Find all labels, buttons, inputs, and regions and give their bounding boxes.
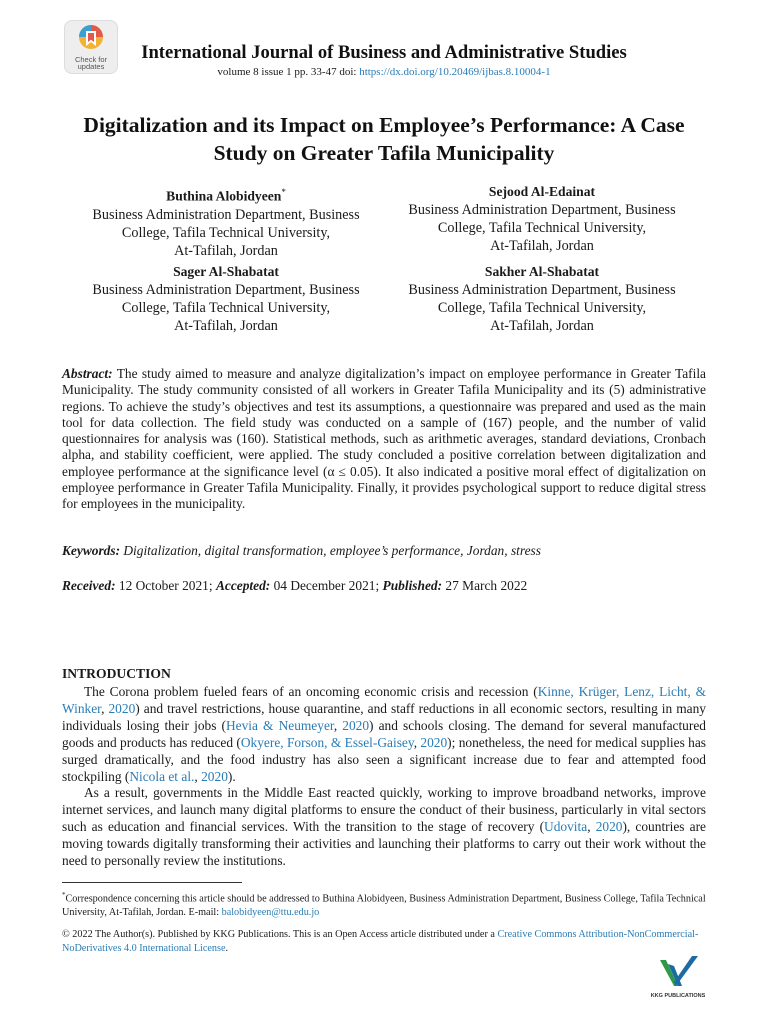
doi-link[interactable]: https://dx.doi.org/10.20469/ijbas.8.10004-1 <box>359 66 551 78</box>
author-affiliation: Business Administration Department, Business <box>92 282 360 298</box>
citation-link[interactable]: Kinne, Krüger, Lenz, Licht, & Winker <box>62 684 706 716</box>
license-notice: © 2022 The Author(s). Published by KKG Publications. This is an Open Access article distributed under a Creative Commons Attribution-NonCommercial-NoDerivatives 4.0 International License. <box>62 929 699 954</box>
author-affiliation: Business Administration Department, Business <box>408 282 676 298</box>
citation-link[interactable]: Okyere, Forson, & Essel-Gaisey <box>240 734 414 750</box>
citation-year-link[interactable]: 2020 <box>342 717 370 733</box>
section-heading-introduction: INTRODUCTION <box>62 666 171 681</box>
badge-line1: Check for <box>74 55 108 64</box>
author-name: Buthina Alobidyeen* <box>166 187 286 204</box>
keywords-text: Digitalization, digital transformation, employee’s performance, Jordan, stress <box>120 543 541 558</box>
author-affiliation: Business Administration Department, Business <box>408 202 676 218</box>
author-affiliation: At-Tafilah, Jordan <box>174 242 278 259</box>
published-date: 27 March 2022 <box>442 578 528 593</box>
citation-link[interactable]: Udovita <box>544 819 588 835</box>
author-block-3 <box>76 263 376 335</box>
check-for-updates-badge[interactable] <box>64 20 118 74</box>
footnote-mark: * <box>62 891 66 899</box>
intro-paragraph-2: As a result, governments in the Middle East reacted quickly, working to improve broadband networks, improve internet services, and launch many digital platforms to ensure the conduct of their business, particularly in vital sectors such as education and financial services. With the transition to the stage of recovery (Udovita, 2020), countries are moving towards digitally transforming their activities and launching their platforms to carry out their work without the need to personally review the institutions. <box>62 785 706 869</box>
published-label: Published: <box>382 578 443 593</box>
author-affiliation: Business Administration Department, Business <box>92 206 360 223</box>
intro-paragraph-1: The Corona problem fueled fears of an oncoming economic crisis and recession (Kinne, Krüger, Lenz, Licht, & Winker, 2020) and travel restrictions, house quarantine, and staff reductions in all economic sectors, resulting in many individuals losing their jobs (Hevia & Neumeyer, 2020) and schools closing. The demand for several manufactured goods and products has reduced (Okyere, Forson, & Essel-Gaisey, 2020); nonetheless, the need for medical supplies has surged dramatically, and the food industry has also seen a significant increase due to fear and attempted food stockpiling (Nicola et al., 2020). <box>62 684 707 784</box>
author-affiliation: College, Tafila Technical University, <box>121 224 331 241</box>
license-link[interactable]: Creative Commons Attribution-NonCommercial-NoDerivatives 4.0 International License <box>62 929 699 954</box>
abstract <box>62 366 706 513</box>
kkg-check-logo-icon <box>656 952 700 990</box>
paper-title <box>60 111 708 167</box>
author-name: Sakher Al-Shabatat <box>484 264 600 279</box>
citation-link[interactable]: Nicola et al. <box>129 768 195 784</box>
paper-title-line1: Digitalization and its Impact on Employee’s Performance: A Case <box>83 113 685 137</box>
received-date: 12 October 2021; <box>115 578 216 593</box>
author-name: Sager Al-Shabatat <box>173 264 279 279</box>
author-affiliation: At-Tafilah, Jordan <box>174 318 278 334</box>
bookmark-ribbon-icon <box>78 24 104 52</box>
publisher-logo-caption: KKG PUBLICATIONS <box>650 993 706 999</box>
author-affiliation: College, Tafila Technical University, <box>437 300 647 316</box>
email-link[interactable]: balobidyeen@ttu.edu.jo <box>221 907 320 919</box>
citation-link[interactable]: Hevia & Neumeyer <box>225 717 334 733</box>
author-block-2 <box>392 183 692 255</box>
introduction-body <box>62 684 706 870</box>
footnote-rule <box>62 882 242 883</box>
citation-year-link[interactable]: 2020 <box>201 768 228 784</box>
abstract-text: The study aimed to measure and analyze digitalization’s impact on employee performance in Greater Tafila Municipality. The study community consisted of all workers in Greater Tafila Municipality and its (5) administrative regions. To achieve the study’s objectives and test its assumptions, a questionnaire was prepared and used as the main tool for data collection. The field study was conducted on a sample of (167) people, and the number of valid questionnaires for analysis was (160). Statistical methods, such as arithmetic averages, standard deviations, Cronbach alpha, and stability coefficient, were applied. The study concluded a positive correlation between digitalization and employee performance at the significance level (α ≤ 0.05). It also indicated a positive moral effect of digitalization on employee performance in Greater Tafila Municipality. Finally, it provides psychological support to reduce digital stress for employees in the municipality. <box>62 366 706 512</box>
publication-dates <box>62 578 706 594</box>
author-affiliation: At-Tafilah, Jordan <box>490 318 594 334</box>
author-block-1 <box>76 183 376 260</box>
author-name: Sejood Al-Edainat <box>488 184 596 199</box>
author-affiliation: College, Tafila Technical University, <box>437 220 647 236</box>
publisher-logo <box>648 952 708 1000</box>
keywords-label: Keywords: <box>62 543 121 558</box>
keywords <box>62 543 706 559</box>
journal-meta <box>120 65 648 79</box>
journal-title: International Journal of Business and Administrative Studies <box>141 42 627 63</box>
correspondence-footnote: *Correspondence concerning this article should be addressed to Buthina Alobidyeen, Business Administration Department, Business College, Tafila Technical University, At-Tafilah, Jordan. E-mail: balobidyeen@ttu.edu.jo <box>62 891 706 919</box>
author-affiliation: College, Tafila Technical University, <box>121 300 331 316</box>
citation-year-link[interactable]: 2020 <box>595 819 623 835</box>
abstract-label: Abstract: <box>62 366 113 381</box>
corresponding-mark: * <box>281 187 286 197</box>
author-block-4 <box>392 263 692 335</box>
received-label: Received: <box>62 578 116 593</box>
accepted-label: Accepted: <box>215 578 271 593</box>
paper-title-line2: Study on Greater Tafila Municipality <box>213 141 555 165</box>
citation-year-link[interactable]: 2020 <box>108 700 136 716</box>
citation-year-link[interactable]: 2020 <box>420 734 448 750</box>
badge-line2: updates <box>77 62 105 71</box>
author-affiliation: At-Tafilah, Jordan <box>490 238 594 254</box>
accepted-date: 04 December 2021; <box>270 578 383 593</box>
journal-issue-info: volume 8 issue 1 pp. 33-47 doi: <box>217 66 360 78</box>
